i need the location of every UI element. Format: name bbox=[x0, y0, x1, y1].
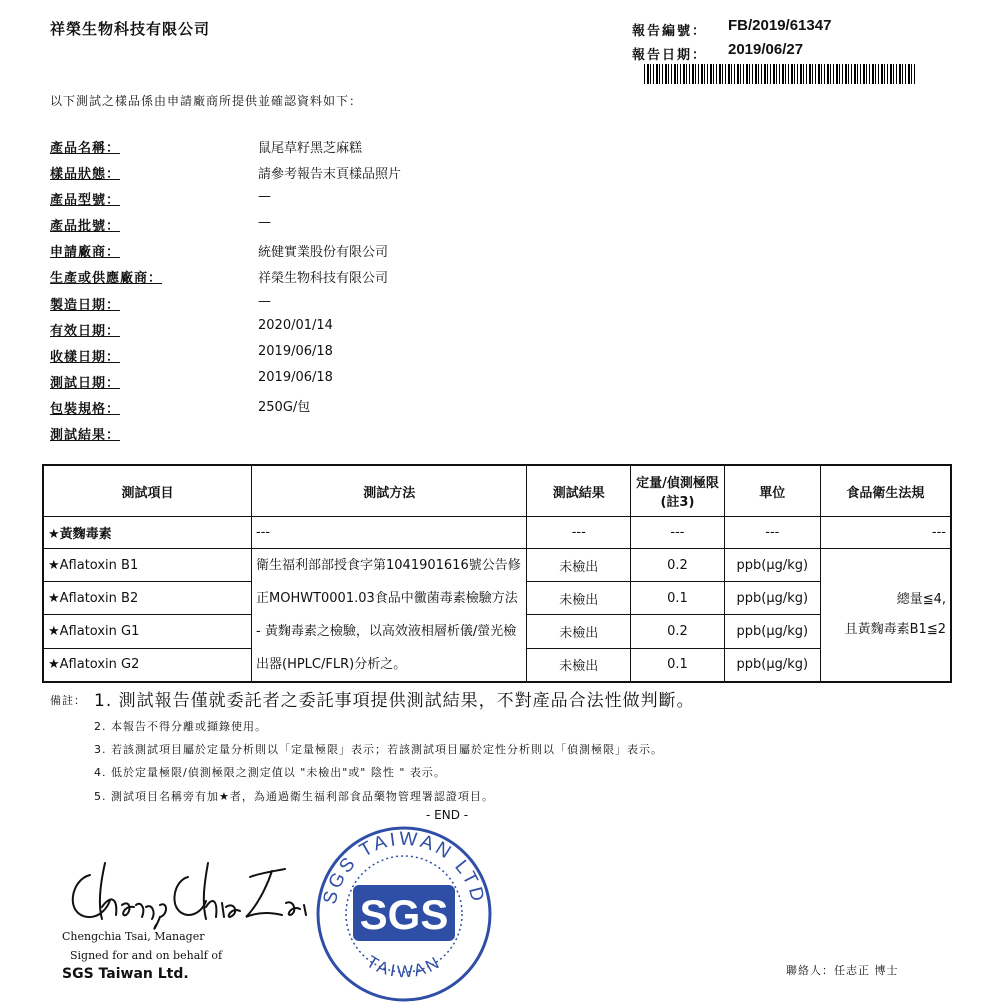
signed-on-behalf: Signed for and on behalf of bbox=[70, 949, 223, 962]
row-result: 未檢出 bbox=[527, 582, 631, 615]
note-3: 3. 若該測試項目屬於定量分析則以「定量極限」表示；若該測試項目屬於定性分析則以「偵測極限」表示。 bbox=[94, 743, 663, 756]
row-item: ★Aflatoxin G2 bbox=[43, 648, 252, 682]
signing-company: SGS Taiwan Ltd. bbox=[62, 966, 189, 982]
notes-prefix: 備註： bbox=[50, 694, 86, 707]
field-value: — bbox=[258, 189, 271, 204]
header-limit: 定量/偵測極限(註3) bbox=[631, 465, 725, 517]
regulation-cell bbox=[820, 549, 951, 683]
field-label: 產品名稱： bbox=[50, 141, 121, 156]
field-value: 統健實業股份有限公司 bbox=[258, 245, 389, 260]
regulation-line-2: 且黃麴毒素B1≦2 bbox=[844, 622, 946, 637]
results-table bbox=[42, 464, 952, 683]
report-date-label: 報告日期： bbox=[632, 48, 708, 63]
group-result: --- bbox=[527, 517, 631, 549]
field-label: 有效日期： bbox=[50, 324, 121, 339]
group-method: --- bbox=[252, 517, 527, 549]
seal-top-text: SGS TAIWAN LTD bbox=[319, 828, 489, 907]
svg-text:TAIWAN bbox=[363, 952, 445, 981]
header-item: 測試項目 bbox=[43, 465, 252, 517]
field-label: 測試日期： bbox=[50, 376, 121, 391]
row-item: ★Aflatoxin B2 bbox=[43, 582, 252, 615]
field-label: 樣品狀態： bbox=[50, 167, 121, 182]
sgs-seal-stamp bbox=[313, 823, 495, 1005]
regulation-line-1: 總量≦4, bbox=[896, 592, 946, 607]
field-label: 包裝規格： bbox=[50, 402, 121, 417]
note-1: 1. 測試報告僅就委託者之委託事項提供測試結果，不對產品合法性做判斷。 bbox=[94, 691, 695, 711]
row-limit: 0.1 bbox=[631, 648, 725, 682]
group-unit: --- bbox=[724, 517, 820, 549]
note-4: 4. 低於定量極限/偵測極限之測定值以 "未檢出"或" 陰性 " 表示。 bbox=[94, 766, 446, 779]
report-no: FB/2019/61347 bbox=[728, 17, 832, 34]
field-label: 申請廠商： bbox=[50, 245, 121, 260]
signatory-name: Chengchia Tsai, Manager bbox=[62, 930, 205, 943]
row-item: ★Aflatoxin B1 bbox=[43, 549, 252, 582]
row-unit: ppb(μg/kg) bbox=[724, 549, 820, 582]
field-value: 2020/01/14 bbox=[258, 318, 333, 333]
field-value: — bbox=[258, 215, 271, 230]
row-limit: 0.2 bbox=[631, 549, 725, 582]
header-regulation: 食品衛生法規 bbox=[820, 465, 951, 517]
barcode bbox=[644, 64, 916, 84]
field-value: — bbox=[258, 294, 271, 309]
method-cell: 衛生福利部部授食字第1041901616號公告修正MOHWT0001.03食品中黴菌毒素檢驗方法 - 黃麴毒素之檢驗，以高效液相層析儀/螢光檢出器(HPLC/FLR)分析之。 bbox=[252, 549, 527, 683]
report-date: 2019/06/27 bbox=[728, 41, 804, 58]
group-item: ★黃麴毒素 bbox=[43, 517, 252, 549]
report-no-label: 報告編號： bbox=[632, 24, 708, 39]
field-value: 請參考報告末頁樣品照片 bbox=[258, 167, 402, 182]
row-item: ★Aflatoxin G1 bbox=[43, 615, 252, 648]
field-label: 製造日期： bbox=[50, 298, 121, 313]
row-result: 未檢出 bbox=[527, 648, 631, 682]
field-value: 祥榮生物科技有限公司 bbox=[258, 271, 389, 286]
company-name: 祥榮生物科技有限公司 bbox=[50, 20, 211, 38]
header-unit: 單位 bbox=[724, 465, 820, 517]
field-value: 2019/06/18 bbox=[258, 370, 333, 385]
field-value: 250G/包 bbox=[258, 400, 311, 415]
field-value: 2019/06/18 bbox=[258, 344, 333, 359]
field-label: 產品批號： bbox=[50, 219, 121, 234]
field-value: 鼠尾草籽黑芝麻糕 bbox=[258, 141, 363, 156]
field-label: 生產或供應廠商： bbox=[50, 271, 163, 286]
signature-image bbox=[60, 855, 310, 935]
header-method: 測試方法 bbox=[252, 465, 527, 517]
row-limit: 0.2 bbox=[631, 615, 725, 648]
row-result: 未檢出 bbox=[527, 549, 631, 582]
table-row bbox=[43, 549, 951, 582]
row-unit: ppb(μg/kg) bbox=[724, 615, 820, 648]
group-regulation: --- bbox=[820, 517, 951, 549]
field-label: 收樣日期： bbox=[50, 350, 121, 365]
intro-text: 以下測試之樣品係由申請廠商所提供並確認資料如下： bbox=[50, 94, 363, 108]
note-2: 2. 本報告不得分離或擷錄使用。 bbox=[94, 720, 267, 733]
table-header-row bbox=[43, 465, 951, 517]
contact-person: 聯絡人：任志正 博士 bbox=[786, 964, 899, 977]
row-unit: ppb(μg/kg) bbox=[724, 582, 820, 615]
row-unit: ppb(μg/kg) bbox=[724, 648, 820, 682]
seal-logo-text: SGS bbox=[359, 891, 449, 938]
group-limit: --- bbox=[631, 517, 725, 549]
field-label: 產品型號： bbox=[50, 193, 121, 208]
field-label: 測試結果： bbox=[50, 428, 121, 443]
note-5: 5. 測試項目名稱旁有加★者，為通過衛生福利部食品藥物管理署認證項目。 bbox=[94, 790, 494, 803]
row-result: 未檢出 bbox=[527, 615, 631, 648]
end-mark: - END - bbox=[426, 808, 469, 822]
row-limit: 0.1 bbox=[631, 582, 725, 615]
table-row bbox=[43, 517, 951, 549]
seal-bottom-text: TAIWAN bbox=[363, 951, 445, 982]
header-result: 測試結果 bbox=[527, 465, 631, 517]
